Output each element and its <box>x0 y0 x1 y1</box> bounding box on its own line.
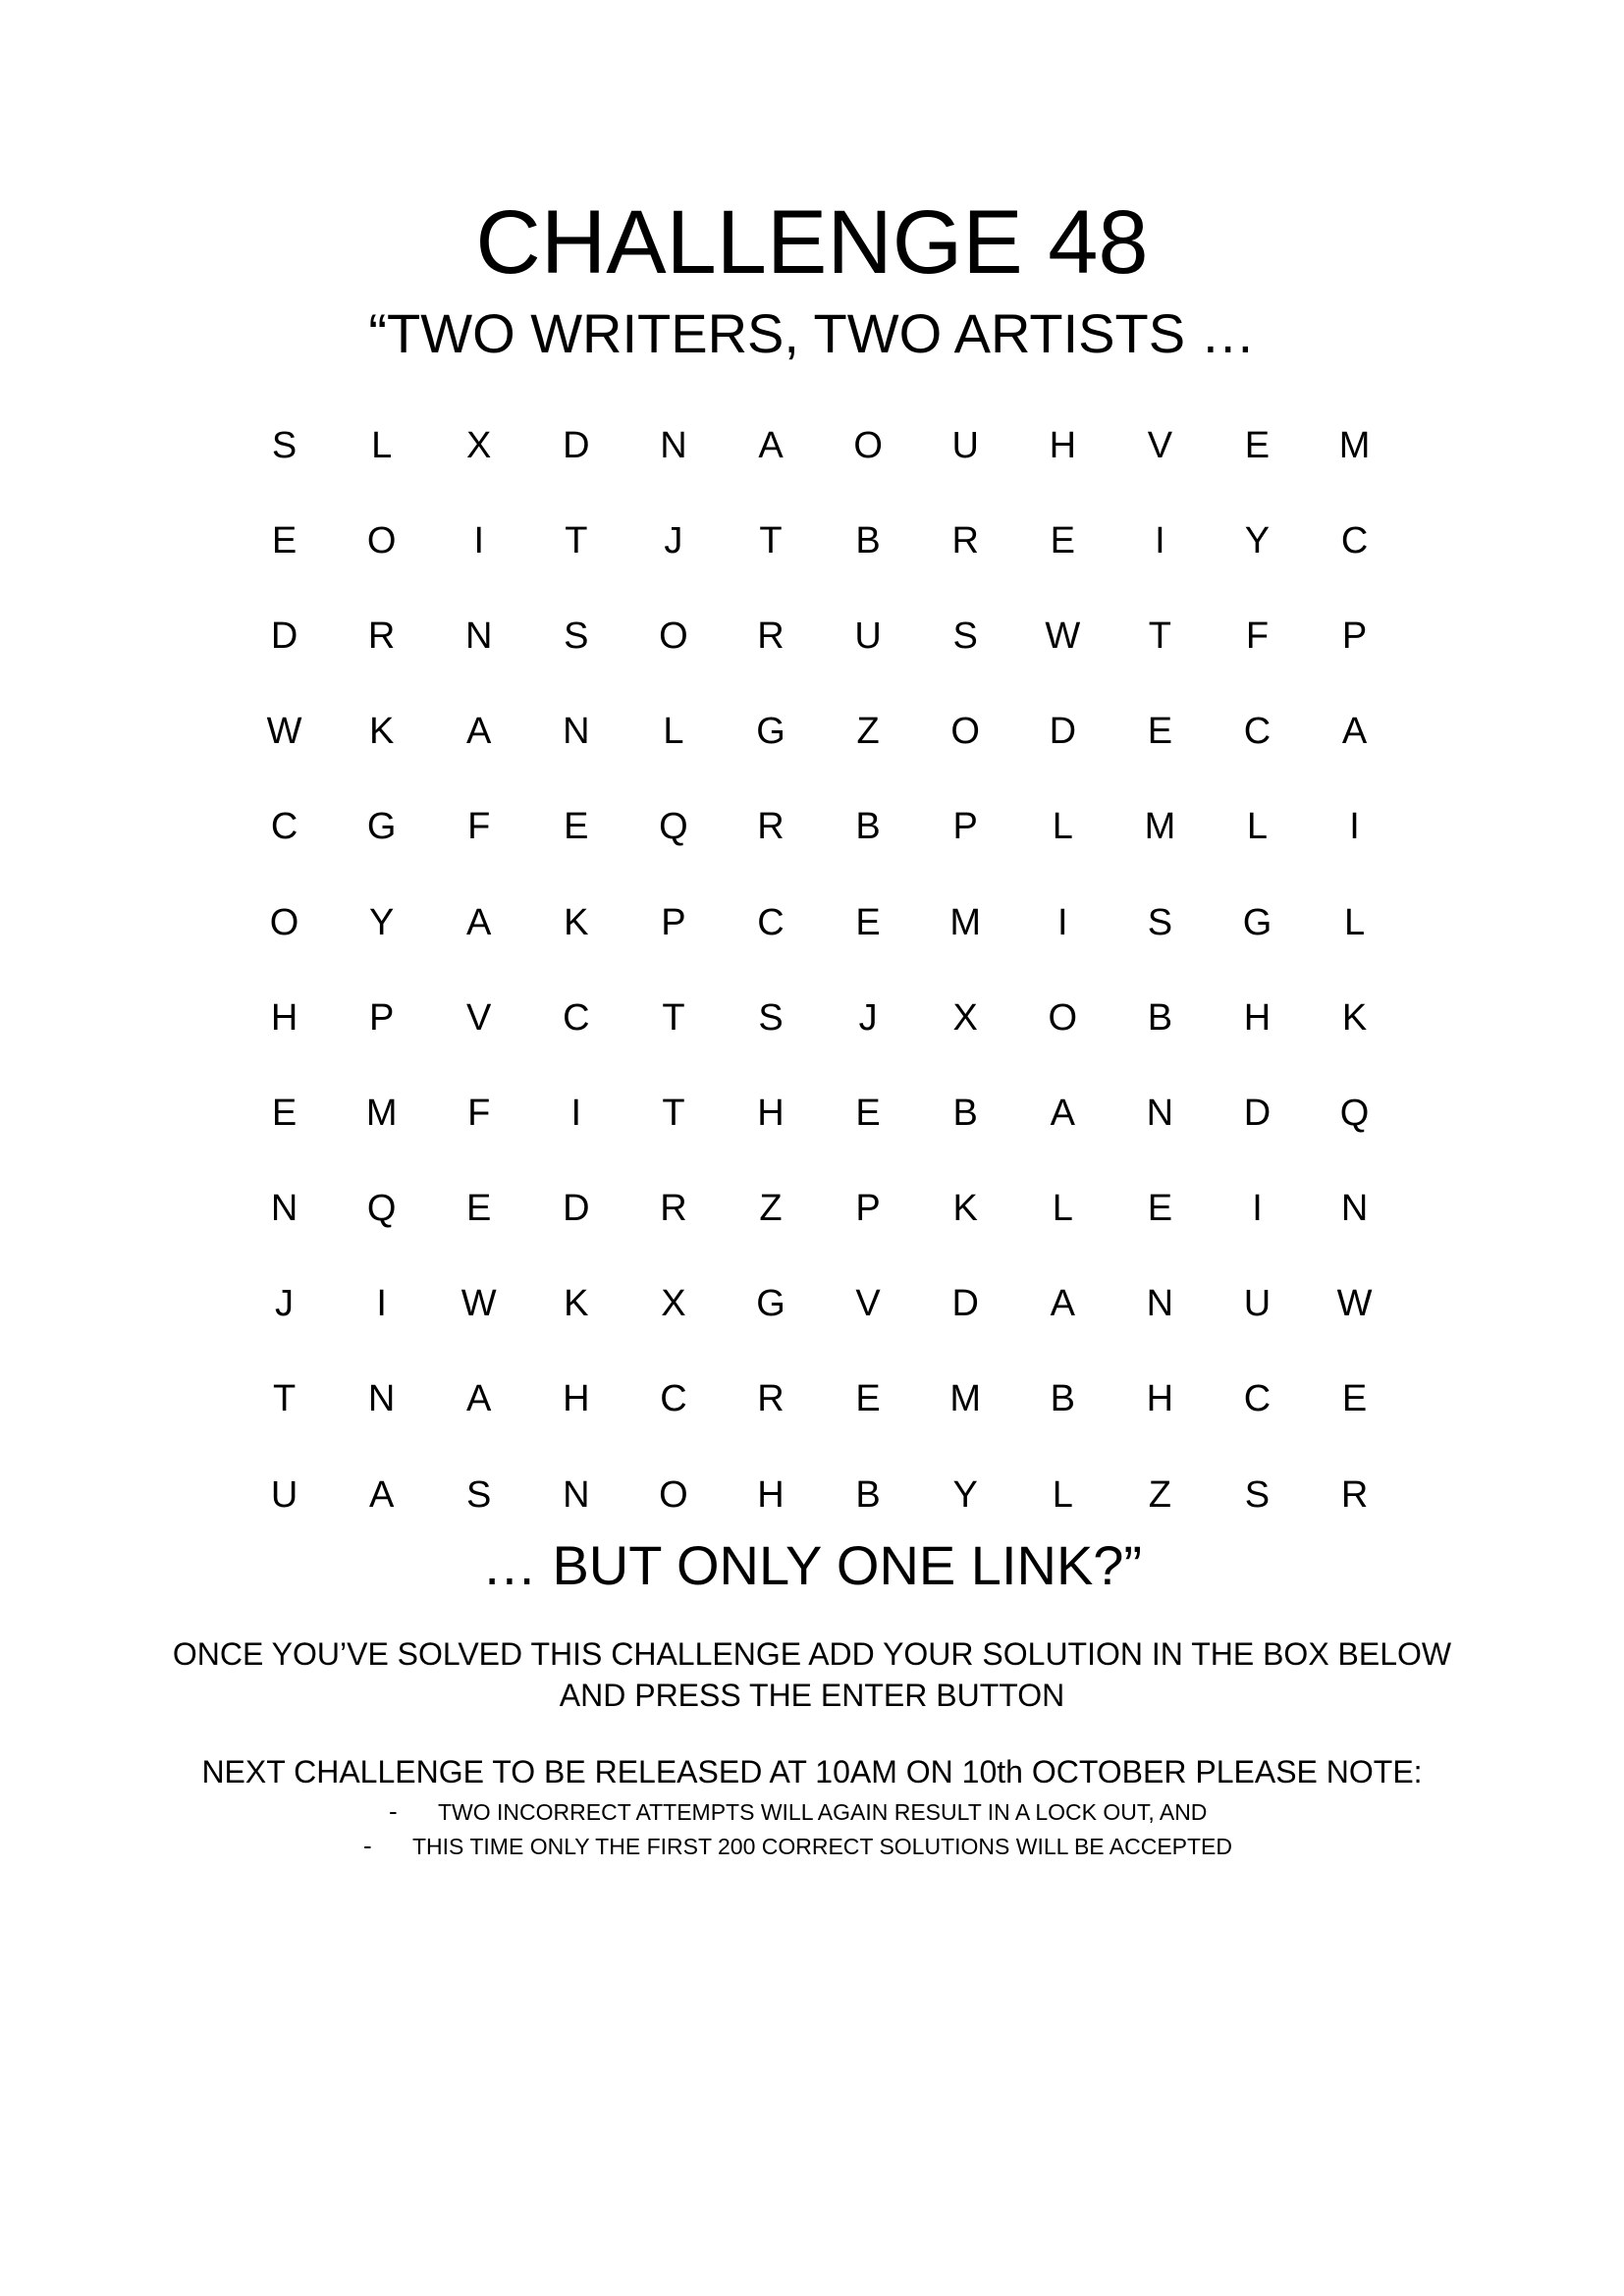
grid-letter: K <box>564 1283 589 1325</box>
grid-letter: O <box>950 711 980 753</box>
grid-letter: H <box>1243 996 1272 1039</box>
grid-letter: O <box>1048 996 1078 1039</box>
page-title: CHALLENGE 48 <box>475 192 1149 293</box>
grid-letter: A <box>1050 1092 1075 1134</box>
grid-letter: D <box>951 1283 979 1325</box>
grid-letter: S <box>1244 1473 1271 1516</box>
grid-letter: N <box>270 1188 298 1230</box>
note-item <box>389 1794 1232 1829</box>
grid-letter: C <box>1340 519 1369 561</box>
grid-letter: I <box>1057 901 1068 943</box>
grid-letter: W <box>460 1283 497 1325</box>
grid-letter: V <box>855 1283 881 1325</box>
grid-letter: W <box>266 711 302 753</box>
grid-letter: C <box>757 901 785 943</box>
grid-letter: B <box>855 519 881 561</box>
grid-letter: B <box>855 806 881 848</box>
grid-letter: H <box>1049 424 1077 466</box>
grid-letter: S <box>564 614 589 657</box>
grid-letter: Q <box>659 806 688 848</box>
puzzle-subtitle: “TWO WRITERS, TWO ARTISTS … <box>368 302 1256 364</box>
grid-letter: C <box>563 996 590 1039</box>
grid-letter: A <box>466 1378 492 1420</box>
grid-letter: F <box>467 1092 491 1134</box>
grid-letter: F <box>1245 614 1270 657</box>
grid-letter: Q <box>1339 1092 1370 1134</box>
grid-letter: Z <box>759 1188 783 1230</box>
grid-letter: K <box>368 711 395 753</box>
grid-letter: C <box>660 1378 687 1420</box>
grid-letter: E <box>855 1092 881 1134</box>
note-bullet: - <box>363 1831 372 1860</box>
grid-letter: A <box>466 711 492 753</box>
grid-letter: B <box>855 1473 881 1516</box>
grid-letter: H <box>563 1378 590 1420</box>
grid-letter: C <box>1243 1378 1272 1420</box>
grid-letter: I <box>376 1283 387 1325</box>
instructions-line-2: AND PRESS THE ENTER BUTTON <box>559 1678 1065 1713</box>
grid-letter: I <box>1155 519 1165 561</box>
grid-letter: K <box>1341 996 1368 1039</box>
grid-letter: X <box>952 996 978 1039</box>
grid-letter: H <box>757 1473 785 1516</box>
grid-letter: R <box>367 614 396 657</box>
instructions <box>0 1633 1624 1716</box>
grid-letter: T <box>272 1378 297 1420</box>
grid-letter: L <box>1344 901 1366 943</box>
grid-letter: A <box>368 1473 395 1516</box>
grid-letter: T <box>1148 614 1171 657</box>
grid-letter: M <box>1338 424 1371 466</box>
grid-letter: D <box>270 614 298 657</box>
grid-letter: O <box>659 614 688 657</box>
grid-letter: N <box>367 1378 396 1420</box>
grid-letter: W <box>1045 614 1081 657</box>
grid-letter: C <box>270 806 298 848</box>
grid-letter: H <box>1146 1378 1174 1420</box>
grid-letter: M <box>1144 806 1176 848</box>
grid-letter: E <box>1244 424 1271 466</box>
grid-letter: Y <box>1244 519 1271 561</box>
grid-letter: S <box>466 1473 492 1516</box>
grid-letter: D <box>563 424 590 466</box>
grid-letter: C <box>1243 711 1272 753</box>
note-bullet: - <box>389 1796 398 1826</box>
grid-letter: P <box>952 806 978 848</box>
word-search-grid <box>236 398 1403 1542</box>
grid-letter: R <box>757 1378 785 1420</box>
next-challenge-notice: NEXT CHALLENGE TO BE RELEASED AT 10AM ON 10th OCTOBER PLEASE NOTE: <box>201 1754 1423 1789</box>
grid-letter: Y <box>368 901 395 943</box>
grid-letter: R <box>1340 1473 1369 1516</box>
grid-letter: E <box>1147 1188 1173 1230</box>
grid-letter: L <box>1246 806 1269 848</box>
grid-letter: I <box>473 519 485 561</box>
note-text: THIS TIME ONLY THE FIRST 200 CORRECT SOLUTIONS WILL BE ACCEPTED <box>412 1834 1233 1859</box>
grid-letter: O <box>366 519 397 561</box>
grid-letter: L <box>663 711 684 753</box>
grid-letter: V <box>1147 424 1173 466</box>
grid-letter: L <box>1052 1473 1073 1516</box>
grid-letter: U <box>951 424 979 466</box>
grid-letter: A <box>1050 1283 1075 1325</box>
grid-letter: N <box>563 1473 590 1516</box>
grid-letter: X <box>466 424 492 466</box>
note-text: TWO INCORRECT ATTEMPTS WILL AGAIN RESULT IN A LOCK OUT, AND <box>438 1799 1208 1825</box>
grid-letter: S <box>271 424 298 466</box>
grid-letter: O <box>853 424 883 466</box>
grid-letter: J <box>275 1283 295 1325</box>
grid-letter: E <box>271 1092 298 1134</box>
grid-letter: E <box>564 806 589 848</box>
grid-letter: S <box>952 614 978 657</box>
grid-letter: O <box>659 1473 688 1516</box>
grid-letter: U <box>854 614 882 657</box>
grid-letter: F <box>467 806 491 848</box>
grid-letter: A <box>758 424 784 466</box>
grid-letter: J <box>664 519 683 561</box>
grid-letter: G <box>756 1283 785 1325</box>
grid-letter: L <box>1052 806 1073 848</box>
grid-letter: I <box>570 1092 582 1134</box>
grid-letter: Y <box>952 1473 978 1516</box>
grid-letter: E <box>1341 1378 1368 1420</box>
grid-letter: I <box>1252 1188 1263 1230</box>
grid-letter: A <box>1341 711 1368 753</box>
grid-letter: O <box>269 901 299 943</box>
grid-letter: U <box>270 1473 298 1516</box>
grid-letter: E <box>466 1188 492 1230</box>
grid-letter: G <box>1242 901 1272 943</box>
grid-letter: M <box>949 901 982 943</box>
grid-letter: S <box>758 996 784 1039</box>
instructions-line-1: ONCE YOU’VE SOLVED THIS CHALLENGE ADD YOUR SOLUTION IN THE BOX BELOW <box>172 1636 1452 1672</box>
grid-letter: H <box>757 1092 785 1134</box>
grid-letter: X <box>661 1283 686 1325</box>
grid-letter: G <box>756 711 785 753</box>
grid-letter: E <box>1050 519 1075 561</box>
grid-letter: G <box>366 806 397 848</box>
grid-letter: Z <box>1148 1473 1171 1516</box>
grid-letter: E <box>855 1378 881 1420</box>
grid-letter: T <box>759 519 783 561</box>
grid-letter: R <box>660 1188 687 1230</box>
grid-letter: R <box>757 806 785 848</box>
grid-letter: J <box>858 996 878 1039</box>
grid-letter: B <box>952 1092 978 1134</box>
grid-letter: K <box>564 901 589 943</box>
grid-letter: L <box>1052 1188 1073 1230</box>
grid-letter: T <box>662 996 685 1039</box>
grid-letter: N <box>1146 1283 1174 1325</box>
grid-letter: D <box>563 1188 590 1230</box>
puzzle-closing-line: … BUT ONLY ONE LINK?” <box>481 1534 1143 1596</box>
grid-letter: B <box>1147 996 1173 1039</box>
grid-letter: A <box>466 901 492 943</box>
grid-letter: W <box>1336 1283 1373 1325</box>
grid-letter: M <box>365 1092 398 1134</box>
grid-letter: T <box>565 519 588 561</box>
grid-letter: E <box>271 519 298 561</box>
grid-letter: D <box>1049 711 1077 753</box>
grid-letter: S <box>1147 901 1173 943</box>
grid-letter: Q <box>366 1188 397 1230</box>
grid-letter: M <box>949 1378 982 1420</box>
grid-letter: E <box>855 901 881 943</box>
grid-letter: N <box>660 424 687 466</box>
grid-letter: D <box>1243 1092 1272 1134</box>
grid-letter: K <box>952 1188 978 1230</box>
grid-letter: V <box>466 996 492 1039</box>
grid-letter: N <box>1146 1092 1174 1134</box>
grid-letter: L <box>371 424 393 466</box>
grid-letter: P <box>661 901 686 943</box>
grid-letter: I <box>1349 806 1360 848</box>
grid-letter: E <box>1147 711 1173 753</box>
grid-letter: P <box>855 1188 881 1230</box>
grid-letter: H <box>270 996 298 1039</box>
grid-letter: N <box>1340 1188 1369 1230</box>
grid-letter: P <box>368 996 395 1039</box>
grid-letter: R <box>757 614 785 657</box>
grid-letter: N <box>563 711 590 753</box>
notes-list <box>363 1794 1232 1863</box>
grid-letter: T <box>662 1092 685 1134</box>
note-item <box>363 1829 1232 1863</box>
grid-letter: U <box>1243 1283 1272 1325</box>
grid-letter: Z <box>856 711 880 753</box>
grid-letter: N <box>465 614 493 657</box>
grid-letter: R <box>951 519 979 561</box>
grid-letter: P <box>1341 614 1368 657</box>
grid-letter: B <box>1050 1378 1075 1420</box>
